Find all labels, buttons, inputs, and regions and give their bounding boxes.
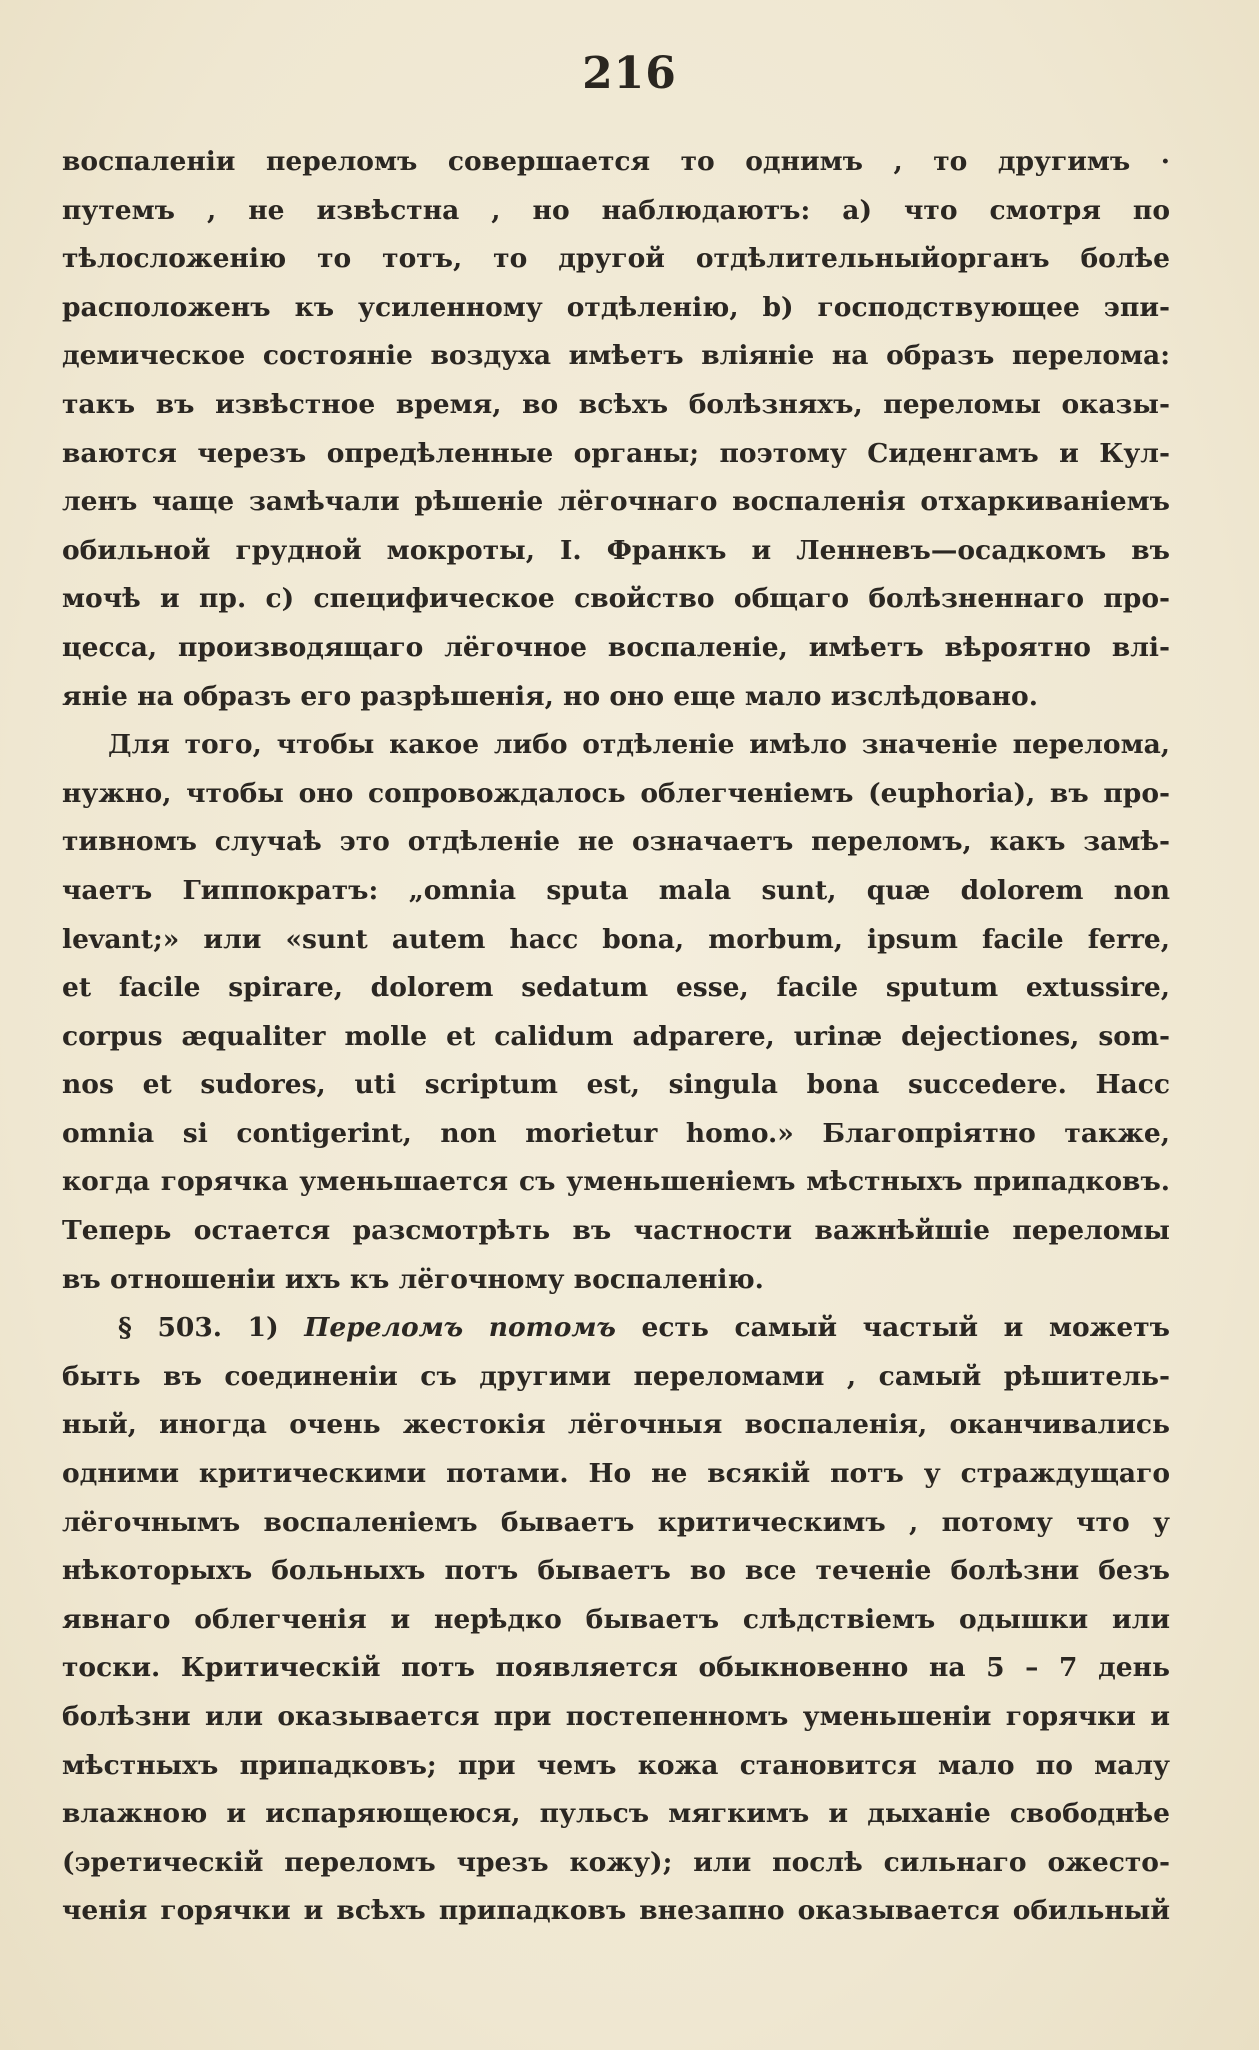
text-line: воспаленіи переломъ совершается то однимъ , то другимъ ·: [62, 146, 1170, 177]
text-line: et facile spirare, dolorem sedatum esse, facile sputum extussire,: [62, 972, 1170, 1004]
text-line: ный, иногда очень жестокія лёгочныя воспаленія, оканчивались: [62, 1409, 1170, 1441]
text-line: чаетъ Гиппократъ: „omnia sputa mala sunt, quæ dolorem non: [62, 874, 1170, 906]
text-line: мочѣ и пр. с) специфическое свойство общаго болѣзненнаго про-: [62, 583, 1170, 615]
text-line: нужно, чтобы оно сопровождалось облегченіемъ (euphoria), въ про-: [62, 777, 1170, 809]
text-line: мѣстныхъ припадковъ; при чемъ кожа становится мало по малу: [62, 1749, 1170, 1781]
text-line: путемъ , не извѣстна , но наблюдаютъ: а) что смотря по: [62, 194, 1170, 226]
text-line: ченія горячки и всѣхъ припадковъ внезапно оказывается обильный: [62, 1895, 1170, 1927]
text-line: Теперь остается разсмотрѣть въ частности важнѣйшіе переломы: [62, 1215, 1170, 1247]
text-line: демическое состояніе воздуха имѣетъ вліяніе на образъ перелома:: [62, 340, 1170, 372]
text-line: nos et sudores, uti scriptum est, singula bona succedere. Hacc: [62, 1069, 1170, 1101]
text-line: одними критическими потами. Но не всякій потъ у страждущаго: [62, 1458, 1170, 1490]
text-line: влажною и испаряющеюся, пульсъ мягкимъ и дыханіе свободнѣе: [62, 1798, 1170, 1830]
section-line-text: 1) Переломъ потомъ есть самый частый и можетъ: [247, 1312, 1170, 1344]
text-line: яніе на образъ его разрѣшенія, но оно еще мало изслѣдовано.: [62, 680, 1038, 712]
text-line: ленъ чаще замѣчали рѣшеніе лёгочнаго воспаленія отхаркиваніемъ: [62, 486, 1170, 518]
text-line: лёгочнымъ воспаленіемъ бываетъ критическимъ , потому что у: [62, 1506, 1170, 1538]
text-line: въ отношеніи ихъ къ лёгочному воспаленію.: [62, 1263, 764, 1295]
text-line: тоски. Критическій потъ появляется обыкновенно на 5 – 7 день: [62, 1652, 1170, 1684]
text-line: когда горячка уменьшается съ уменьшеніемъ мѣстныхъ припадковъ.: [62, 1166, 1170, 1198]
text-line: (эретическій переломъ чрезъ кожу); или послѣ сильнаго ожесто-: [62, 1846, 1170, 1878]
text-line: быть въ соединеніи съ другими переломами , самый рѣшитель-: [62, 1360, 1170, 1392]
body-text: [62, 138, 1170, 1936]
text-line: расположенъ къ усиленному отдѣленію, b) господствующее эпи-: [62, 291, 1170, 323]
page-number: 216: [582, 48, 677, 99]
text-line: levant;» или «sunt autem hacc bona, morbum, ipsum facile ferre,: [62, 923, 1170, 955]
text-line: Для того, чтобы какое либо отдѣленіе имѣло значеніе перелома,: [108, 729, 1170, 761]
text-line: обильной грудной мокроты, І. Франкъ и Ленневъ—осадкомъ въ: [62, 534, 1170, 566]
text-line: тивномъ случаѣ это отдѣленіе не означаетъ переломъ, какъ замѣ-: [62, 826, 1170, 858]
text-line: нѣкоторыхъ больныхъ потъ бываетъ во все теченіе болѣзни безъ: [62, 1555, 1170, 1587]
italic-phrase: Переломъ потомъ: [304, 1312, 616, 1344]
text-line: тѣлосложенію то тотъ, то другой отдѣлительныйорганъ болѣе: [62, 243, 1170, 275]
text-line: omnia si contigerint, non morietur homo.» Благопріятно также,: [62, 1117, 1170, 1149]
text-line: corpus æqualiter molle et calidum adparere, urinæ dejectiones, som-: [62, 1020, 1170, 1052]
section-first-line: [62, 1304, 1170, 1353]
text-line: ваются черезъ опредѣленные органы; поэтому Сиденгамъ и Кул-: [62, 437, 1170, 469]
text-line: цесса, производящаго лёгочное воспаленіе, имѣетъ вѣроятно влі-: [62, 631, 1170, 663]
section-sign: § 503.: [118, 1312, 223, 1344]
text-line: явнаго облегченія и нерѣдко бываетъ слѣдствіемъ одышки или: [62, 1603, 1170, 1635]
text-line: болѣзни или оказывается при постепенномъ уменьшеніи горячки и: [62, 1701, 1170, 1732]
text-line: такъ въ извѣстное время, во всѣхъ болѣзняхъ, переломы оказы-: [62, 388, 1170, 420]
